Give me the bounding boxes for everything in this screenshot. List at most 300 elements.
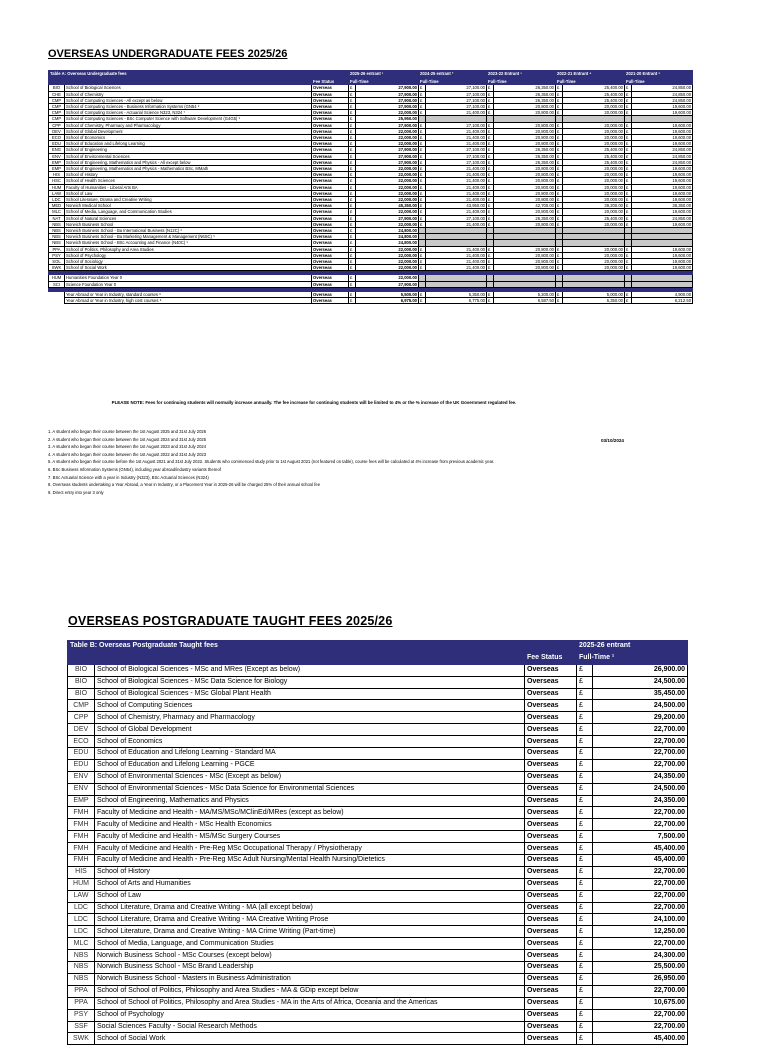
fee-value: 24,850.00 [632,97,693,103]
fee-value: 19,600.00 [632,141,693,147]
fee-value: 26,350.00 [494,147,556,153]
table-row [68,1009,688,1021]
currency-symbol: £ [625,110,632,116]
table-row [68,783,688,795]
table-row [68,771,688,783]
school-code: EMP [68,795,95,807]
fee-value: 20,000.00 [563,166,625,172]
fee-value: 21,400.00 [426,265,487,271]
currency-symbol: £ [419,135,426,141]
fee-value: 20,000.00 [563,135,625,141]
fee-status: Overseas [312,110,349,116]
school-code: MED [49,203,65,209]
fee-value: 27,100.00 [426,159,487,165]
fee-value: 27,900.00 [356,281,419,287]
table-row [68,795,688,807]
fee-value: 6,775.00 [426,298,487,304]
fee-value: 20,000.00 [563,252,625,258]
school-name: School of Education and Lifelong Learning [65,141,312,147]
school-name: School of Chemistry, Pharmacy and Pharmacology [95,712,525,724]
pgt-fee-table [67,640,688,1045]
fee-value: 20,800.00 [494,103,556,109]
fee-value: 26,350.00 [494,91,556,97]
continuing-fee-note: PLEASE NOTE: Fees for continuing students will normally increase annually. The fee increase for continuing students will be limited to 4% or the % increase of the UK Government regulated fee. [111,400,517,405]
school-name: Humanities Foundation Year 0 [65,275,312,281]
currency-symbol: £ [556,298,563,304]
school-name: Norwich Medical School [65,203,312,209]
column-subheader: Full-Time [349,78,419,85]
school-code: CMP [49,116,65,122]
fee-value: 20,000.00 [563,265,625,271]
currency-symbol: £ [349,228,356,234]
fee-value: 20,800.00 [494,221,556,227]
document-date: 03/10/2024 [601,438,624,443]
school-code: HUM [49,275,65,281]
currency-symbol: £ [556,178,563,184]
currency-symbol: £ [556,215,563,221]
fee-value: 21,400.00 [426,221,487,227]
table-row [68,914,688,926]
school-name: School of Chemistry [65,91,312,97]
fee-status: Overseas [312,221,349,227]
currency-symbol: £ [625,141,632,147]
school-code: EDU [49,141,65,147]
fee-status: Overseas [525,914,577,926]
fee-value: 21,400.00 [426,184,487,190]
school-code: SSF [68,1021,95,1033]
table-row [68,843,688,855]
currency-symbol: £ [577,938,593,950]
currency-symbol: £ [349,91,356,97]
currency-symbol: £ [349,122,356,128]
fee-value: 19,600.00 [632,178,693,184]
school-name: Norwich Business School - MSc Courses (except below) [95,950,525,962]
table-row [68,748,688,760]
school-name: School of Economics [95,736,525,748]
school-code: LDC [68,902,95,914]
currency-symbol: £ [419,85,426,91]
fee-status: Overseas [312,281,349,287]
fee-status: Overseas [312,141,349,147]
fee-value: 25,400.00 [563,215,625,221]
fee-status: Overseas [525,855,577,867]
currency-symbol: £ [556,265,563,271]
footnote: 7. BSc Actuarial Science with a year in Industry (N323), BSc Actuarial Sciences (N324) [48,474,209,480]
fee-status: Overseas [525,878,577,890]
school-code: SOL [49,259,65,265]
fee-value: 5,200.00 [494,291,556,297]
table-row [68,688,688,700]
school-code: NBS [68,950,95,962]
currency-symbol: £ [349,166,356,172]
fee-value: 42,700.00 [494,203,556,209]
fee-status: Overseas [312,203,349,209]
fee-value: 27,900.00 [356,159,419,165]
fee-value: 22,000.00 [356,252,419,258]
school-code: PPA [49,246,65,252]
fee-value: 22,000.00 [356,184,419,190]
fee-value: 21,400.00 [426,209,487,215]
fee-value: 22,700.00 [593,902,688,914]
currency-symbol: £ [487,159,494,165]
school-name: Faculty of Medicine and Health - MA/MS/MSc/MClinEd/MRes (except as below) [95,807,525,819]
currency-symbol: £ [487,259,494,265]
school-code: EMP [49,159,65,165]
currency-symbol: £ [556,190,563,196]
currency-symbol: £ [349,141,356,147]
school-code: CPP [49,122,65,128]
school-code: FMH [68,855,95,867]
fee-value: 21,400.00 [426,246,487,252]
school-name: School of History [65,172,312,178]
school-name: Norwich Business School - BSc Accounting and Finance (N40C) ⁹ [65,240,312,246]
currency-symbol: £ [349,275,356,281]
fee-status: Overseas [312,240,349,246]
fee-value: 22,700.00 [593,748,688,760]
currency-symbol: £ [349,252,356,258]
fee-status: Overseas [312,298,349,304]
currency-symbol: £ [419,147,426,153]
school-name: Year Abroad or Year in Industry, standard courses ⁸ [65,291,312,297]
school-code: ECO [68,736,95,748]
currency-symbol: £ [349,221,356,227]
fee-value: 20,000.00 [563,209,625,215]
school-name: School of Engineering [65,147,312,153]
currency-symbol: £ [577,1021,593,1033]
currency-symbol: £ [487,85,494,91]
fee-status: Overseas [312,184,349,190]
fee-status: Overseas [525,973,577,985]
school-name: Science Foundation Year 0 [65,281,312,287]
currency-symbol: £ [419,159,426,165]
school-code: LDC [68,926,95,938]
fee-status: Overseas [525,866,577,878]
currency-symbol: £ [419,110,426,116]
currency-symbol: £ [419,172,426,178]
fee-value: 19,600.00 [632,184,693,190]
column-subheader: Full-Time [556,78,625,85]
currency-symbol: £ [625,291,632,297]
fee-value: 26,350.00 [494,153,556,159]
fee-status: Overseas [312,209,349,215]
fee-status: Overseas [525,985,577,997]
fee-value: 20,800.00 [494,172,556,178]
fee-value: 20,000.00 [563,259,625,265]
fee-value: 22,000.00 [356,246,419,252]
school-code: MLC [68,938,95,950]
fee-value: 26,350.00 [494,215,556,221]
school-code: CMP [49,110,65,116]
currency-symbol: £ [556,103,563,109]
fee-value: 22,000.00 [356,209,419,215]
fee-value: 24,800.00 [356,228,419,234]
currency-symbol: £ [349,103,356,109]
column-subheader: Full-Time ¹ [577,652,688,664]
fee-value: 38,350.00 [632,203,693,209]
currency-symbol: £ [487,128,494,134]
fee-value: 20,000.00 [563,190,625,196]
fee-value: 5,350.00 [426,291,487,297]
currency-symbol: £ [556,135,563,141]
currency-symbol: £ [625,178,632,184]
fee-value: 22,700.00 [593,736,688,748]
fee-status: Overseas [312,103,349,109]
school-code: CMP [49,97,65,103]
school-code: NBS [49,228,65,234]
fee-value: 24,300.00 [593,950,688,962]
currency-symbol: £ [625,159,632,165]
currency-symbol: £ [577,914,593,926]
school-code: CMP [49,103,65,109]
fee-status: Overseas [525,724,577,736]
fee-value: 19,600.00 [632,190,693,196]
fee-value: 22,000.00 [356,275,419,281]
footnote: 1. A student who began their course between the 1st August 2025 and 31st July 2026 [48,429,207,434]
fee-value: 22,000.00 [356,135,419,141]
currency-symbol: £ [419,97,426,103]
currency-symbol: £ [577,724,593,736]
school-name: School of Engineering, Mathematics and Physics [95,795,525,807]
fee-value: 20,000.00 [563,128,625,134]
currency-symbol: £ [577,1033,593,1045]
school-name: School of Chemistry, Pharmacy and Pharmacology [65,122,312,128]
currency-symbol: £ [556,209,563,215]
fee-value: 25,950.00 [356,116,419,122]
currency-symbol: £ [349,153,356,159]
currency-symbol: £ [487,197,494,203]
currency-symbol: £ [349,190,356,196]
currency-symbol: £ [625,85,632,91]
table-subheader-row [49,78,693,85]
fee-status: Overseas [312,234,349,240]
fee-value: 20,000.00 [563,172,625,178]
fee-value: 24,500.00 [593,676,688,688]
currency-symbol: £ [349,147,356,153]
currency-symbol: £ [577,748,593,760]
school-code: BIO [49,85,65,91]
currency-symbol: £ [577,712,593,724]
currency-symbol: £ [577,1009,593,1021]
currency-symbol: £ [577,902,593,914]
school-code: LDC [49,197,65,203]
currency-symbol: £ [625,215,632,221]
fee-value: 27,100.00 [426,153,487,159]
currency-symbol: £ [625,184,632,190]
fee-value: 19,600.00 [632,197,693,203]
fee-status: Overseas [312,116,349,122]
school-name: School of Law [65,190,312,196]
school-name: School of School of Politics, Philosophy and Area Studies - MA in the Arts of Africa, Oceania and the Americas [95,997,525,1009]
fee-value: 22,700.00 [593,1009,688,1021]
table-row [68,890,688,902]
fee-status: Overseas [525,1033,577,1045]
fee-value: 20,000.00 [563,122,625,128]
fee-value: 20,000.00 [563,197,625,203]
column-header: 2021-20 Entrant ⁵ [625,71,693,78]
fee-value: 27,900.00 [356,153,419,159]
currency-symbol: £ [349,259,356,265]
currency-symbol: £ [625,221,632,227]
fee-value: 21,400.00 [426,128,487,134]
fee-value: 20,800.00 [494,178,556,184]
fee-status: Overseas [312,85,349,91]
school-name: School of Politics, Philosophy and Area Studies [65,246,312,252]
currency-symbol: £ [625,246,632,252]
currency-symbol: £ [487,178,494,184]
fee-value: 24,350.00 [593,795,688,807]
fee-value: 19,600.00 [632,252,693,258]
school-name: School of Sociology [65,259,312,265]
school-code: SCI [49,281,65,287]
fee-status: Overseas [312,246,349,252]
table-row [49,298,693,304]
school-code: CPP [68,712,95,724]
currency-symbol: £ [577,997,593,1009]
fee-value: 4,900.00 [632,291,693,297]
fee-value: 6,350.00 [563,298,625,304]
fee-value: 35,450.00 [593,688,688,700]
currency-symbol: £ [625,166,632,172]
currency-symbol: £ [487,103,494,109]
column-header: 2024-25 entrant ² [419,71,487,78]
school-name: School of Education and Lifelong Learning - PGCE [95,759,525,771]
school-code: SWK [68,1033,95,1045]
fee-value: 21,400.00 [426,110,487,116]
currency-symbol: £ [556,172,563,178]
currency-symbol: £ [419,103,426,109]
school-code: ENV [68,783,95,795]
fee-status: Overseas [312,275,349,281]
fee-value: 24,850.00 [632,215,693,221]
fee-status: Overseas [525,902,577,914]
fee-value: 27,100.00 [426,85,487,91]
currency-symbol: £ [577,664,593,676]
school-code: ECO [49,135,65,141]
currency-symbol: £ [556,147,563,153]
fee-value: 22,700.00 [593,724,688,736]
currency-symbol: £ [487,265,494,271]
fee-status: Overseas [525,1009,577,1021]
school-name: School of Education and Lifelong Learning - Standard MA [95,748,525,760]
fee-value: 20,800.00 [494,122,556,128]
fee-value: 22,000.00 [356,265,419,271]
footnote: 9. Direct entry into year 3 only [48,489,104,495]
school-name: School of Computing Sciences - All except as below [65,97,312,103]
table-row [68,855,688,867]
fee-value: 20,800.00 [494,166,556,172]
currency-symbol: £ [419,221,426,227]
fee-value: 27,100.00 [426,103,487,109]
school-code: LDC [68,914,95,926]
table-row [68,973,688,985]
fee-value: 22,700.00 [593,819,688,831]
currency-symbol: £ [556,221,563,227]
fee-value: 22,700.00 [593,890,688,902]
fee-value: 22,000.00 [356,110,419,116]
currency-symbol: £ [556,252,563,258]
currency-symbol: £ [625,128,632,134]
currency-symbol: £ [625,203,632,209]
currency-symbol: £ [419,128,426,134]
currency-symbol: £ [419,259,426,265]
fee-status: Overseas [312,153,349,159]
fee-value: 19,600.00 [632,110,693,116]
currency-symbol: £ [556,203,563,209]
fee-value: 24,100.00 [593,914,688,926]
currency-symbol: £ [625,172,632,178]
table-subheader-row [68,652,688,664]
fee-value: 24,850.00 [632,153,693,159]
column-subheader: Full-Time [625,78,693,85]
fee-value: 24,500.00 [593,783,688,795]
currency-symbol: £ [577,843,593,855]
school-name: Norwich Business School [65,221,312,227]
school-name: School of Environmental Sciences [65,153,312,159]
currency-symbol: £ [487,166,494,172]
currency-symbol: £ [349,97,356,103]
footnote: 5. A student who began their course before the 1st August 2021 and 31st July 2022. Students who commenced study prior to 1st August 2021 (not featured on table), course fees will be calculated at 4% increase from previous academic year. [48,459,495,465]
fee-status: Overseas [525,676,577,688]
fee-value: 27,900.00 [356,147,419,153]
fee-value: 25,400.00 [563,153,625,159]
currency-symbol: £ [349,159,356,165]
school-code: BIO [68,664,95,676]
fee-value: 20,800.00 [494,209,556,215]
school-name: School of Economics [65,135,312,141]
school-code: HIS [68,866,95,878]
fee-value: 5,000.00 [563,291,625,297]
school-code: CHE [49,91,65,97]
currency-symbol: £ [556,197,563,203]
school-name: School of Biological Sciences - MSc and MRes (Except as below) [95,664,525,676]
school-code: EDU [68,759,95,771]
fee-value: 22,000.00 [356,141,419,147]
currency-symbol: £ [577,736,593,748]
currency-symbol: £ [577,973,593,985]
fee-status: Overseas [312,166,349,172]
currency-symbol: £ [487,298,494,304]
fee-value: 22,000.00 [356,190,419,196]
fee-value: 43,950.00 [426,203,487,209]
currency-symbol: £ [419,203,426,209]
currency-symbol: £ [349,291,356,297]
fee-status: Overseas [312,215,349,221]
currency-symbol: £ [419,246,426,252]
currency-symbol: £ [556,159,563,165]
table-row [68,736,688,748]
currency-symbol: £ [577,985,593,997]
currency-symbol: £ [487,215,494,221]
school-name: School of Media, Language, and Communication Studies [95,938,525,950]
fee-value: 20,800.00 [494,110,556,116]
currency-symbol: £ [556,259,563,265]
school-code: FMH [68,807,95,819]
currency-symbol: £ [625,135,632,141]
school-name: Faculty of Medicine and Health - MS/MSc Surgery Courses [95,831,525,843]
fee-value: 20,000.00 [563,246,625,252]
fee-value: 6,212.50 [632,298,693,304]
footnote: 8. Overseas students undertaking a Year Abroad, a Year in Industry, or a Placement Year in 2025-26 will be charged 25% of their annual school fee [48,482,321,488]
currency-symbol: £ [577,783,593,795]
currency-symbol: £ [556,246,563,252]
fee-value: 24,500.00 [593,700,688,712]
currency-symbol: £ [349,128,356,134]
currency-symbol: £ [419,252,426,258]
currency-symbol: £ [349,234,356,240]
table-row [68,878,688,890]
school-name: Faculty of Medicine and Health - Pre-Reg MSc Occupational Therapy / Physiotherapy [95,843,525,855]
table-row [68,700,688,712]
